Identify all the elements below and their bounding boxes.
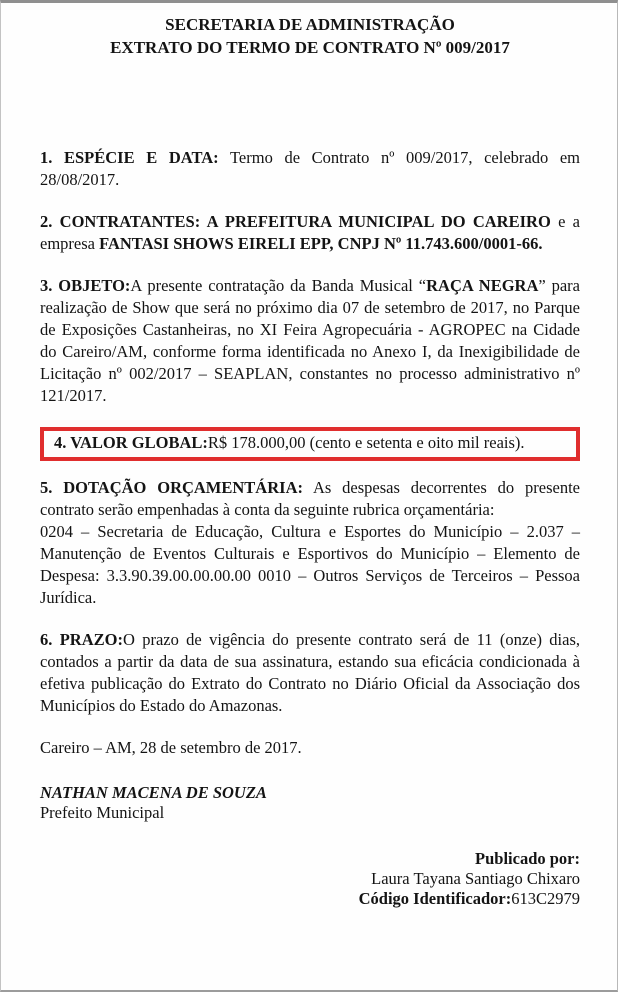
title-line-2: EXTRATO DO TERMO DE CONTRATO Nº 009/2017 (110, 38, 510, 57)
text-run: 4. VALOR GLOBAL: (54, 433, 208, 452)
section-valor-global (54, 432, 570, 454)
publication-block (40, 849, 580, 909)
section-especie-e-data (40, 147, 580, 191)
text-run: 1. ESPÉCIE E DATA: (40, 148, 219, 167)
text-run: e a empresa (40, 212, 580, 253)
text-run: 3. OBJETO: (40, 276, 131, 295)
document-sections (40, 147, 580, 717)
signature-name: NATHAN MACENA DE SOUZA (40, 783, 267, 802)
text-run: RAÇA NEGRA (426, 276, 539, 295)
text-run: 2. CONTRATANTES: A PREFEITURA MUNICIPAL DO CAREIRO (40, 212, 551, 231)
text-run: 6. PRAZO: (40, 630, 123, 649)
identifier-line (40, 889, 580, 909)
text-run: 0204 – Secretaria de Educação, Cultura e Esportes do Município – 2.037 – Manutenção de Eventos Culturais e Esportivos do Município – Elemento de Despesa: 3.3.90.39.00.00.00.00 0010 – Outros Serviços de Terceiros – Pessoa Jurídica. (40, 522, 580, 607)
title-line-1: SECRETARIA DE ADMINISTRAÇÃO (165, 15, 455, 34)
signature-block (40, 783, 580, 823)
text-run: O prazo de vigência do presente contrato será de 11 (onze) dias, contados a partir da data de sua assinatura, estando sua eficácia condicionada à efetiva publicação do Extrato do Contrato no Diário Oficial da Associação dos Municípios do Estado do Amazonas. (40, 630, 580, 715)
text-run: R$ 178.000,00 (cento e setenta e oito mil reais). (207, 433, 525, 452)
publisher-name: Laura Tayana Santiago Chixaro (371, 869, 580, 888)
section-prazo (40, 629, 580, 717)
highlight-box (40, 427, 580, 461)
identifier-label: Código Identificador: (358, 889, 512, 908)
text-run: ” para realização de Show que será no próximo dia 07 de setembro de 2017, no Parque de Exposições Castanheiras, no XI Feira Agropecuária - AGROPEC na Cidade do Careiro/AM, conforme forma identificada no Anexo I, da Inexigibilidade de Licitação nº 002/2017 – SEAPLAN, constantes no processo administrativo nº 121/2017. (40, 276, 581, 405)
section-objeto (40, 275, 580, 407)
identifier-value: 613C2979 (511, 889, 580, 908)
document-body (1, 3, 617, 909)
document-title (40, 13, 580, 59)
published-by-label: Publicado por: (475, 849, 580, 868)
dateline: Careiro – AM, 28 de setembro de 2017. (40, 738, 302, 757)
section-dotacao-orcamentaria (40, 477, 580, 609)
text-run: A presente contratação da Banda Musical “ (130, 276, 427, 295)
text-run: FANTASI SHOWS EIRELI EPP, CNPJ Nº 11.743.600/0001-66. (99, 234, 543, 253)
text-run: Termo de Contrato nº 009/2017, celebrado em 28/08/2017. (40, 148, 580, 189)
section-contratantes (40, 211, 580, 255)
text-run: 5. DOTAÇÃO ORÇAMENTÁRIA: (40, 478, 303, 497)
signature-role: Prefeito Municipal (40, 803, 165, 822)
text-run: As despesas decorrentes do presente contrato serão empenhadas à conta da seguinte rubrica orçamentária: (40, 478, 581, 519)
